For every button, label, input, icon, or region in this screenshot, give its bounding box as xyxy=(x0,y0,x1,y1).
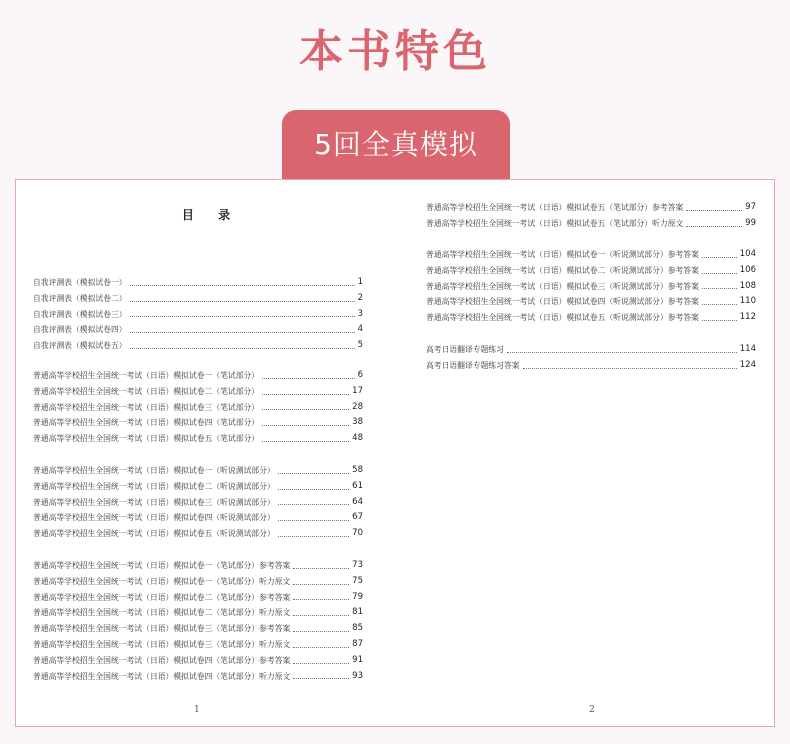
toc-leader-dots xyxy=(293,614,349,616)
toc-leader-dots xyxy=(702,303,737,305)
toc-leader-dots xyxy=(686,225,742,227)
toc-entry-title: 普通高等学校招生全国统一考试（日语）模拟试卷三（听说测试部分） xyxy=(33,497,275,507)
toc-entry-page: 87 xyxy=(352,638,363,649)
toc-entry-page: 61 xyxy=(352,480,363,491)
toc-entry[interactable] xyxy=(33,669,363,685)
toc-entry-title: 普通高等学校招生全国统一考试（日语）模拟试卷四（听说测试部分） xyxy=(33,513,275,523)
toc-entry[interactable] xyxy=(426,279,756,295)
toc-leader-dots xyxy=(293,567,349,569)
toc-leader-dots xyxy=(130,315,355,317)
toc-entry-title: 普通高等学校招生全国统一考试（日语）模拟试卷二（笔试部分） xyxy=(33,386,260,396)
toc-entry-title: 普通高等学校招生全国统一考试（日语）模拟试卷一（听说测试部分） xyxy=(33,466,275,475)
toc-entry-page: 4 xyxy=(357,324,363,335)
toc-entry-page: 28 xyxy=(352,401,363,412)
toc-entry-page: 6 xyxy=(357,370,363,380)
toc-entry-title: 普通高等学校招生全国统一考试（日语）模拟试卷一（听说测试部分）参考答案 xyxy=(426,250,699,259)
toc-heading: 目 录 xyxy=(181,208,241,222)
toc-leader-dots xyxy=(130,284,355,286)
toc-entry[interactable] xyxy=(426,263,756,279)
toc-entry-page: 124 xyxy=(739,359,756,370)
toc-entry-page: 75 xyxy=(352,575,363,586)
toc-group xyxy=(426,247,756,326)
toc-entry-page: 5 xyxy=(357,340,363,351)
toc-entry-page: 97 xyxy=(745,202,756,212)
toc-entry-title: 普通高等学校招生全国统一考试（日语）模拟试卷四（笔试部分） xyxy=(33,418,260,428)
toc-entry-title: 普通高等学校招生全国统一考试（日语）模拟试卷二（笔试部分）听力原文 xyxy=(33,608,291,618)
toc-entry[interactable] xyxy=(33,307,363,323)
toc-entry-title: 普通高等学校招生全国统一考试（日语）模拟试卷五（笔试部分）听力原文 xyxy=(426,218,684,228)
toc-entry-page: 91 xyxy=(352,654,363,665)
toc-entry[interactable] xyxy=(33,400,363,416)
toc-entry-title: 普通高等学校招生全国统一考试（日语）模拟试卷五（笔试部分） xyxy=(33,434,260,444)
toc-entry-title: 普通高等学校招生全国统一考试（日语）模拟试卷二（听说测试部分） xyxy=(33,481,275,491)
toc-entry-page: 99 xyxy=(745,217,756,228)
toc-entry-page: 73 xyxy=(352,560,363,570)
feature-banner-label: 5回全真模拟 xyxy=(314,128,478,161)
toc-entry-title: 普通高等学校招生全国统一考试（日语）模拟试卷二（笔试部分）参考答案 xyxy=(33,592,291,602)
toc-leader-dots xyxy=(293,677,349,679)
toc-entry[interactable] xyxy=(33,479,363,495)
toc-entry-title: 普通高等学校招生全国统一考试（日语）模拟试卷三（笔试部分）参考答案 xyxy=(33,624,291,634)
toc-entry[interactable] xyxy=(33,558,363,574)
toc-entry[interactable] xyxy=(33,637,363,653)
toc-entry-title: 普通高等学校招生全国统一考试（日语）模拟试卷五（听说测试部分）参考答案 xyxy=(426,313,699,323)
toc-entry[interactable] xyxy=(33,590,363,606)
toc-entry[interactable] xyxy=(33,415,363,431)
toc-leader-dots xyxy=(293,598,349,600)
toc-entry-page: 1 xyxy=(357,277,363,287)
toc-leader-dots xyxy=(293,583,349,585)
toc-entry-page: 106 xyxy=(739,264,756,275)
toc-entry[interactable] xyxy=(33,275,363,291)
toc-entry-page: 48 xyxy=(352,433,363,444)
toc-leader-dots xyxy=(278,472,349,474)
toc-sheet xyxy=(15,179,775,727)
toc-entry-title: 普通高等学校招生全国统一考试（日语）模拟试卷三（笔试部分）听力原文 xyxy=(33,639,291,649)
toc-entry-page: 108 xyxy=(739,280,756,291)
toc-entry[interactable] xyxy=(33,431,363,447)
toc-leader-dots xyxy=(130,300,355,302)
toc-leader-dots xyxy=(278,535,349,537)
toc-entry[interactable] xyxy=(426,342,756,358)
toc-entry-title: 普通高等学校招生全国统一考试（日语）模拟试卷三（听说测试部分）参考答案 xyxy=(426,281,699,291)
toc-leader-dots xyxy=(278,519,349,521)
toc-leader-dots xyxy=(130,331,355,333)
toc-entry-page: 79 xyxy=(352,591,363,602)
toc-entry-page: 114 xyxy=(739,344,756,354)
toc-entry[interactable] xyxy=(426,247,756,263)
toc-entry-page: 67 xyxy=(352,512,363,523)
toc-entry[interactable] xyxy=(426,294,756,310)
toc-leader-dots xyxy=(293,646,349,648)
toc-group xyxy=(426,200,756,232)
toc-entry-title: 普通高等学校招生全国统一考试（日语）模拟试卷三（笔试部分） xyxy=(33,402,260,412)
toc-entry-page: 3 xyxy=(357,308,363,319)
toc-entry-title: 自我评测表（模拟试卷五） xyxy=(33,341,127,351)
toc-entry[interactable] xyxy=(33,510,363,526)
toc-group xyxy=(33,368,363,447)
toc-entry-title: 普通高等学校招生全国统一考试（日语）模拟试卷一（笔试部分）参考答案 xyxy=(33,561,291,570)
toc-leader-dots xyxy=(262,377,354,379)
toc-leader-dots xyxy=(686,209,742,211)
toc-entry-title: 普通高等学校招生全国统一考试（日语）模拟试卷二（听说测试部分）参考答案 xyxy=(426,265,699,275)
toc-entry-title: 自我评测表（模拟试卷四） xyxy=(33,325,127,335)
toc-entry[interactable] xyxy=(33,338,363,354)
toc-group xyxy=(33,463,363,542)
toc-leader-dots xyxy=(262,393,349,395)
toc-entry[interactable] xyxy=(426,310,756,326)
toc-entry[interactable] xyxy=(33,384,363,400)
toc-entry[interactable] xyxy=(33,495,363,511)
toc-entry[interactable] xyxy=(33,653,363,669)
toc-entry[interactable] xyxy=(33,621,363,637)
toc-group xyxy=(426,342,756,374)
feature-banner xyxy=(282,110,510,180)
toc-leader-dots xyxy=(293,630,349,632)
toc-leader-dots xyxy=(262,408,349,410)
page-title: 本书特色 xyxy=(299,26,491,77)
toc-entry[interactable] xyxy=(33,574,363,590)
toc-entry[interactable] xyxy=(33,463,363,479)
toc-entry[interactable] xyxy=(33,322,363,338)
toc-leader-dots xyxy=(130,347,355,349)
toc-leader-dots xyxy=(523,367,737,369)
toc-entry[interactable] xyxy=(426,216,756,232)
toc-entry[interactable] xyxy=(33,368,363,384)
toc-entry[interactable] xyxy=(33,291,363,307)
toc-entry-title: 自我评测表（模拟试卷一） xyxy=(33,278,127,287)
toc-entry-page: 2 xyxy=(357,292,363,303)
toc-leader-dots xyxy=(507,351,737,353)
toc-leader-dots xyxy=(278,503,349,505)
toc-leader-dots xyxy=(702,272,737,274)
toc-group xyxy=(33,275,363,354)
toc-entry[interactable] xyxy=(33,526,363,542)
toc-leader-dots xyxy=(262,424,349,426)
toc-entry-page: 85 xyxy=(352,623,363,634)
toc-entry[interactable] xyxy=(426,358,756,374)
toc-leader-dots xyxy=(262,440,349,442)
page-number-left: 1 xyxy=(194,705,200,715)
toc-entry-title: 普通高等学校招生全国统一考试（日语）模拟试卷五（笔试部分）参考答案 xyxy=(426,203,684,212)
toc-entry-title: 自我评测表（模拟试卷二） xyxy=(33,293,127,303)
toc-entry[interactable] xyxy=(33,605,363,621)
toc-entry-page: 110 xyxy=(739,296,756,307)
toc-leader-dots xyxy=(702,256,737,258)
toc-entry-page: 104 xyxy=(739,249,756,259)
toc-entry-title: 高考日语翻译专题练习 xyxy=(426,345,504,354)
toc-entry-page: 64 xyxy=(352,496,363,507)
toc-group xyxy=(33,558,363,684)
toc-entry-title: 普通高等学校招生全国统一考试（日语）模拟试卷四（笔试部分）听力原文 xyxy=(33,671,291,681)
toc-leader-dots xyxy=(293,662,349,664)
toc-entry-page: 70 xyxy=(352,528,363,539)
toc-entry-page: 58 xyxy=(352,465,363,475)
toc-entry-title: 普通高等学校招生全国统一考试（日语）模拟试卷四（笔试部分）参考答案 xyxy=(33,655,291,665)
toc-entry-title: 普通高等学校招生全国统一考试（日语）模拟试卷四（听说测试部分）参考答案 xyxy=(426,297,699,307)
toc-entry-page: 93 xyxy=(352,670,363,681)
page-number-right: 2 xyxy=(589,705,595,715)
toc-entry-page: 81 xyxy=(352,607,363,618)
toc-entry-title: 普通高等学校招生全国统一考试（日语）模拟试卷五（听说测试部分） xyxy=(33,529,275,539)
toc-leader-dots xyxy=(702,319,737,321)
toc-entry-title: 普通高等学校招生全国统一考试（日语）模拟试卷一（笔试部分）听力原文 xyxy=(33,576,291,586)
toc-leader-dots xyxy=(278,488,349,490)
toc-entry-page: 38 xyxy=(352,417,363,428)
toc-entry-title: 高考日语翻译专题练习答案 xyxy=(426,360,520,370)
toc-entry-title: 普通高等学校招生全国统一考试（日语）模拟试卷一（笔试部分） xyxy=(33,371,260,380)
toc-entry[interactable] xyxy=(426,200,756,216)
toc-entry-page: 17 xyxy=(352,385,363,396)
toc-entry-page: 112 xyxy=(739,312,756,323)
toc-leader-dots xyxy=(702,287,737,289)
toc-entry-title: 自我评测表（模拟试卷三） xyxy=(33,309,127,319)
